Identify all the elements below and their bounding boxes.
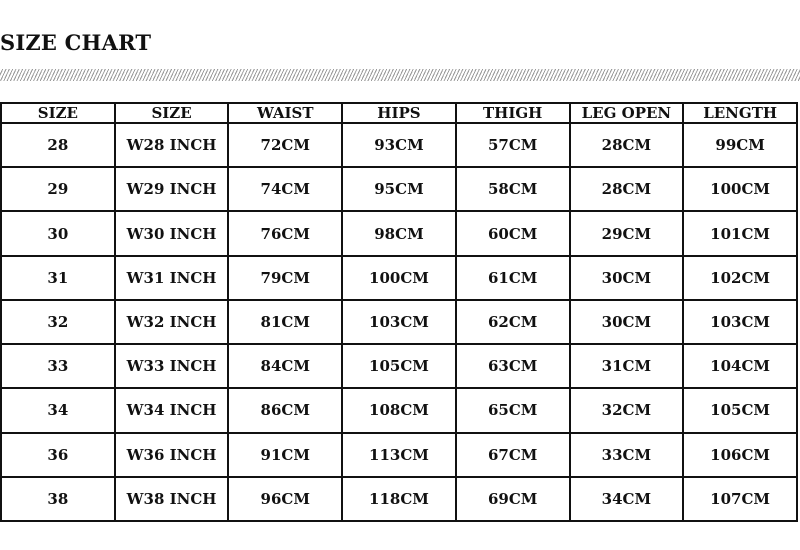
table-cell: 86CM bbox=[228, 388, 342, 432]
table-cell: 65CM bbox=[456, 388, 570, 432]
column-header-size-inch: SIZE bbox=[115, 103, 229, 123]
table-cell: 79CM bbox=[228, 256, 342, 300]
table-cell: 103CM bbox=[683, 300, 797, 344]
table-cell: 34CM bbox=[570, 477, 684, 521]
table-cell: 76CM bbox=[228, 211, 342, 255]
table-cell: 31CM bbox=[570, 344, 684, 388]
table-header-row bbox=[1, 103, 797, 123]
table-cell: 57CM bbox=[456, 123, 570, 167]
table-cell: 98CM bbox=[342, 211, 456, 255]
table-row bbox=[1, 388, 797, 432]
table-cell: 72CM bbox=[228, 123, 342, 167]
table-cell: 33CM bbox=[570, 433, 684, 477]
table-cell: 38 bbox=[1, 477, 115, 521]
table-cell: 29 bbox=[1, 167, 115, 211]
column-header-waist: WAIST bbox=[228, 103, 342, 123]
table-cell: 33 bbox=[1, 344, 115, 388]
column-header-size: SIZE bbox=[1, 103, 115, 123]
table-cell: 36 bbox=[1, 433, 115, 477]
table-cell: W30 INCH bbox=[115, 211, 229, 255]
column-header-leg-open: LEG OPEN bbox=[570, 103, 684, 123]
table-cell: 84CM bbox=[228, 344, 342, 388]
table-cell: 102CM bbox=[683, 256, 797, 300]
table-cell: 60CM bbox=[456, 211, 570, 255]
table-cell: 30 bbox=[1, 211, 115, 255]
table-cell: 95CM bbox=[342, 167, 456, 211]
table-cell: 104CM bbox=[683, 344, 797, 388]
table-cell: W33 INCH bbox=[115, 344, 229, 388]
table-cell: 31 bbox=[1, 256, 115, 300]
table-cell: W36 INCH bbox=[115, 433, 229, 477]
table-row bbox=[1, 167, 797, 211]
size-chart-table bbox=[0, 102, 798, 522]
table-cell: 28 bbox=[1, 123, 115, 167]
table-cell: 34 bbox=[1, 388, 115, 432]
table-cell: 105CM bbox=[342, 344, 456, 388]
table-cell: 69CM bbox=[456, 477, 570, 521]
page-title: SIZE CHART bbox=[0, 30, 152, 55]
table-cell: 61CM bbox=[456, 256, 570, 300]
table-row bbox=[1, 300, 797, 344]
table-cell: 62CM bbox=[456, 300, 570, 344]
table-cell: 99CM bbox=[683, 123, 797, 167]
hatched-divider bbox=[0, 69, 800, 81]
table-cell: 100CM bbox=[683, 167, 797, 211]
table-row bbox=[1, 123, 797, 167]
table-row bbox=[1, 477, 797, 521]
table-cell: 74CM bbox=[228, 167, 342, 211]
table-cell: 28CM bbox=[570, 167, 684, 211]
table-row bbox=[1, 344, 797, 388]
table-cell: 81CM bbox=[228, 300, 342, 344]
table-cell: 96CM bbox=[228, 477, 342, 521]
table-cell: 113CM bbox=[342, 433, 456, 477]
table-cell: 58CM bbox=[456, 167, 570, 211]
table-cell: 91CM bbox=[228, 433, 342, 477]
table-cell: 93CM bbox=[342, 123, 456, 167]
table-cell: 118CM bbox=[342, 477, 456, 521]
table-cell: W29 INCH bbox=[115, 167, 229, 211]
table-cell: 101CM bbox=[683, 211, 797, 255]
table-cell: 106CM bbox=[683, 433, 797, 477]
table-cell: 30CM bbox=[570, 256, 684, 300]
table-cell: 108CM bbox=[342, 388, 456, 432]
column-header-thigh: THIGH bbox=[456, 103, 570, 123]
column-header-hips: HIPS bbox=[342, 103, 456, 123]
table-row bbox=[1, 433, 797, 477]
table-cell: 103CM bbox=[342, 300, 456, 344]
table-cell: 28CM bbox=[570, 123, 684, 167]
table-cell: 29CM bbox=[570, 211, 684, 255]
table-cell: W34 INCH bbox=[115, 388, 229, 432]
table-cell: 100CM bbox=[342, 256, 456, 300]
table-cell: W32 INCH bbox=[115, 300, 229, 344]
table-cell: 67CM bbox=[456, 433, 570, 477]
table-cell: 30CM bbox=[570, 300, 684, 344]
column-header-length: LENGTH bbox=[683, 103, 797, 123]
table-cell: 63CM bbox=[456, 344, 570, 388]
table-row bbox=[1, 211, 797, 255]
table-cell: 32CM bbox=[570, 388, 684, 432]
table-row bbox=[1, 256, 797, 300]
table-cell: W31 INCH bbox=[115, 256, 229, 300]
table-cell: 105CM bbox=[683, 388, 797, 432]
table-cell: W38 INCH bbox=[115, 477, 229, 521]
table-cell: 32 bbox=[1, 300, 115, 344]
table-cell: 107CM bbox=[683, 477, 797, 521]
table-cell: W28 INCH bbox=[115, 123, 229, 167]
